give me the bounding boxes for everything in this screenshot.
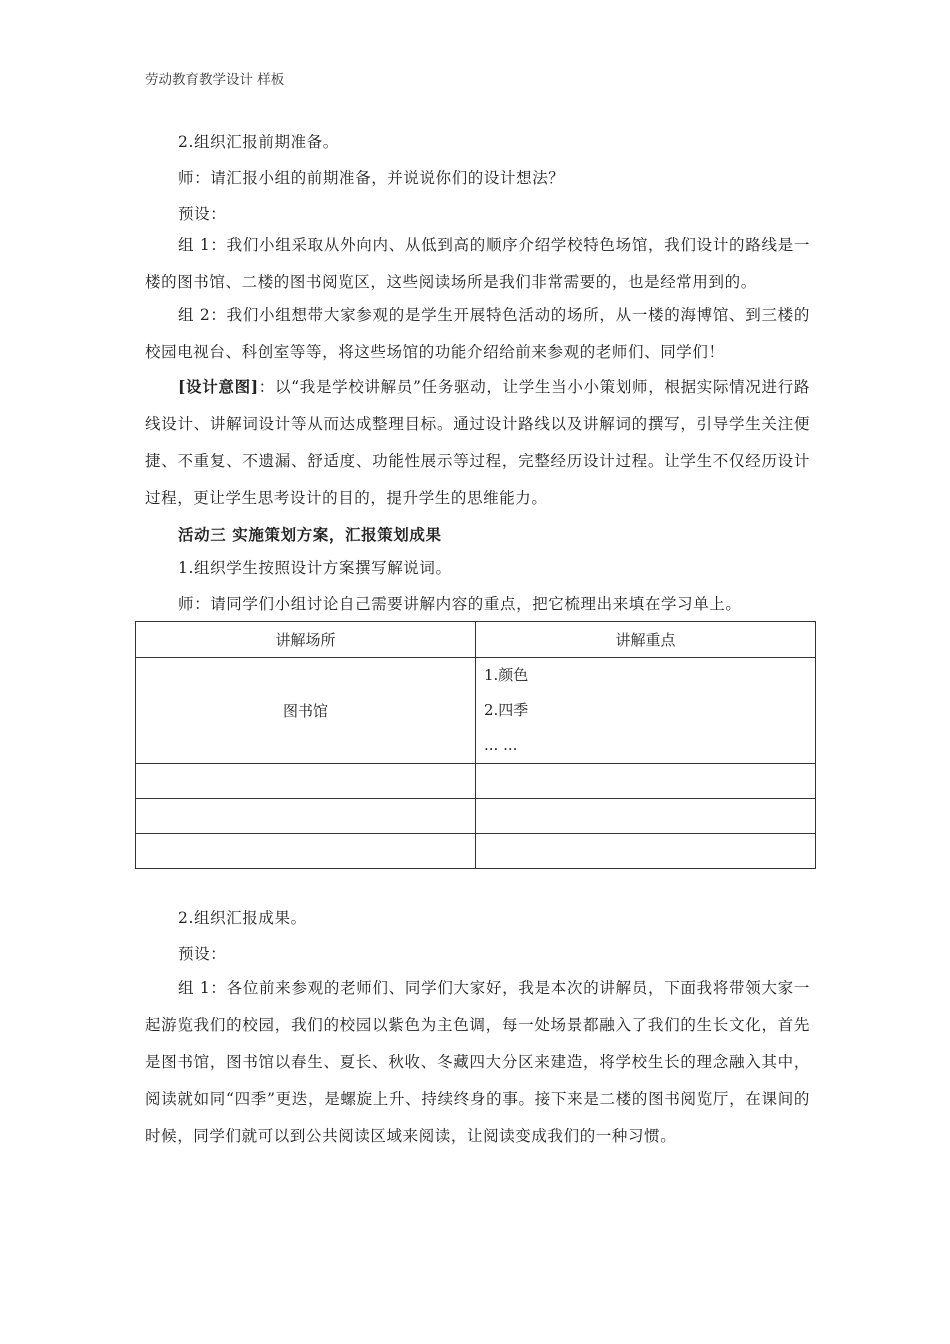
teacher-prompt: 师：请同学们小组讨论自己需要讲解内容的重点，把它梳理出来填在学习单上。 xyxy=(178,595,742,613)
activity3-title: 活动三 实施策划方案，汇报策划成果 xyxy=(178,525,442,544)
table-row-empty xyxy=(136,834,816,869)
header-place: 讲解场所 xyxy=(136,622,476,658)
key-points-cell xyxy=(476,658,816,764)
group1-report: 组 1：各位前来参观的老师们、同学们大家好，我是本次的讲解员，下面我将带领大家一起游览我们的校园，我们的校园以紫色为主色调，每一处场景都融入了我们的生长文化，首先是图书馆，图书馆以春生、夏长、秋收、冬藏四大分区来建造，将学校生长的理念融入其中，阅读就如同“四季”更迭，是螺旋上升、持续终身的事。接下来是二楼的图书阅览厅，在课间的时候，同学们就可以到公共阅读区域来阅读，让阅读变成我们的一种习惯。 xyxy=(145,979,810,1145)
empty-cell xyxy=(476,764,816,799)
header-key-points: 讲解重点 xyxy=(476,622,816,658)
table-row xyxy=(136,658,816,764)
design-intent xyxy=(145,368,810,517)
key-point: 1.颜色 xyxy=(484,666,529,684)
design-intent-label: [设计意图] xyxy=(178,377,259,396)
preset-label-2: 预设： xyxy=(178,945,227,963)
empty-cell xyxy=(136,799,476,834)
group2-plan: 组 2：我们小组想带大家参观的是学生开展特色活动的场所，从一楼的海博馆、到三楼的校园电视台、科创室等等，将这些场馆的功能介绍给前来参观的老师们、同学们！ xyxy=(145,306,810,361)
design-intent-text: ：以“我是学校讲解员”任务驱动，让学生当小小策划师，根据实际情况进行路线设计、讲解词设计等从而达成整理目标。通过设计路线以及讲解词的撰写，引导学生关注便捷、不重复、不遗漏、舒适度、功能性展示等过程，完整经历设计过程。让学生不仅经历设计过程，更让学生思考设计的目的，提升学生的思维能力。 xyxy=(145,378,810,507)
document-header: 劳动教育教学设计 样板 xyxy=(145,72,285,88)
place-cell: 图书馆 xyxy=(136,658,476,764)
learning-sheet-table xyxy=(135,621,816,869)
empty-cell xyxy=(476,834,816,869)
teacher-question: 师：请汇报小组的前期准备，并说说你们的设计想法？ xyxy=(178,169,565,187)
table-header-row xyxy=(136,622,816,658)
empty-cell xyxy=(136,764,476,799)
preset-label: 预设： xyxy=(178,205,227,223)
step-organize-report-prep: 2.组织汇报前期准备。 xyxy=(178,133,339,151)
step1-write-script: 1.组织学生按照设计方案撰写解说词。 xyxy=(178,559,452,577)
table-row-empty xyxy=(136,764,816,799)
key-point: 2.四季 xyxy=(484,701,529,719)
table-row-empty xyxy=(136,799,816,834)
key-point: ... ... xyxy=(484,736,518,754)
empty-cell xyxy=(476,799,816,834)
group1-plan: 组 1：我们小组采取从外向内、从低到高的顺序介绍学校特色场馆，我们设计的路线是一楼的图书馆、二楼的图书阅览区，这些阅读场所是我们非常需要的，也是经常用到的。 xyxy=(145,236,810,291)
step2-organize-report: 2.组织汇报成果。 xyxy=(178,909,307,927)
empty-cell xyxy=(136,834,476,869)
